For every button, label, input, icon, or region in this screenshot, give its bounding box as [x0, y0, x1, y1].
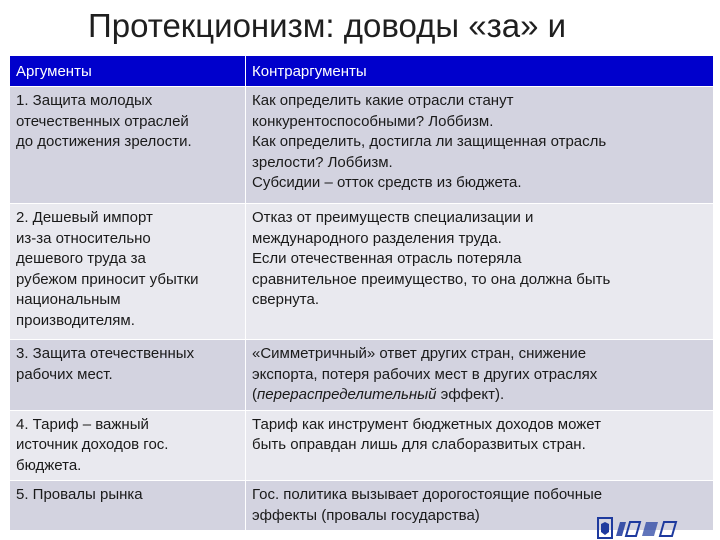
arguments-table-wrap	[8, 54, 714, 532]
counter-text: Отказ от преимуществ специализации и международного разделения труда. Если отечественная отрасль потеряла сравнительное преимущество, то она должна быть свернута.	[252, 209, 611, 308]
slide-title: Протекционизм: доводы «за» и	[88, 7, 567, 44]
argument-cell	[10, 340, 246, 411]
counter-cell	[246, 87, 714, 204]
argument-text: 3. Защита отечественных рабочих мест.	[16, 345, 195, 383]
argument-cell	[10, 410, 246, 481]
argument-cell	[10, 87, 246, 204]
argument-text: 1. Защита молодых отечественных отраслей до достижения зрелости.	[16, 92, 192, 150]
counter-cell	[246, 340, 714, 411]
table-header-row	[10, 56, 714, 87]
table-row	[10, 410, 714, 481]
argument-text: 2. Дешевый импорт из-за относительно дешевого труда за рубежом приносит убытки национальным производителям.	[16, 209, 199, 329]
counter-text	[252, 344, 707, 406]
table-row	[10, 87, 714, 204]
counter-text: Тариф как инструмент бюджетных доходов может быть оправдан лишь для слаборазвитых стран.	[252, 415, 602, 453]
counter-text-italic: перераспределительный	[257, 386, 437, 403]
header-arguments: Аргументы	[10, 56, 246, 87]
counter-text-prefix: «Симметричный» ответ других стран, снижение экспорта, потеря рабочих мест в других отраслях (	[252, 345, 598, 403]
counter-cell	[246, 410, 714, 481]
counter-cell	[246, 204, 714, 340]
argument-cell	[10, 481, 246, 531]
university-logo-icon	[596, 516, 716, 540]
argument-text: 4. Тариф – важный источник доходов гос. бюджета.	[16, 415, 169, 474]
argument-cell	[10, 204, 246, 340]
header-counterarguments: Контраргументы	[246, 56, 714, 87]
table-row	[10, 204, 714, 340]
argument-text: 5. Провалы рынка	[16, 486, 143, 503]
counter-text-suffix: эффект).	[436, 386, 505, 403]
arguments-table	[9, 55, 714, 531]
table-row	[10, 340, 714, 411]
counter-text: Гос. политика вызывает дорогостоящие побочные эффекты (провалы государства)	[252, 486, 603, 524]
counter-text: Как определить какие отрасли станут конкурентоспособными? Лоббизм. Как определить, достигла ли защищенная отрасль зрелости? Лоббизм. Субсидии – отток средств из бюджета.	[252, 92, 607, 191]
